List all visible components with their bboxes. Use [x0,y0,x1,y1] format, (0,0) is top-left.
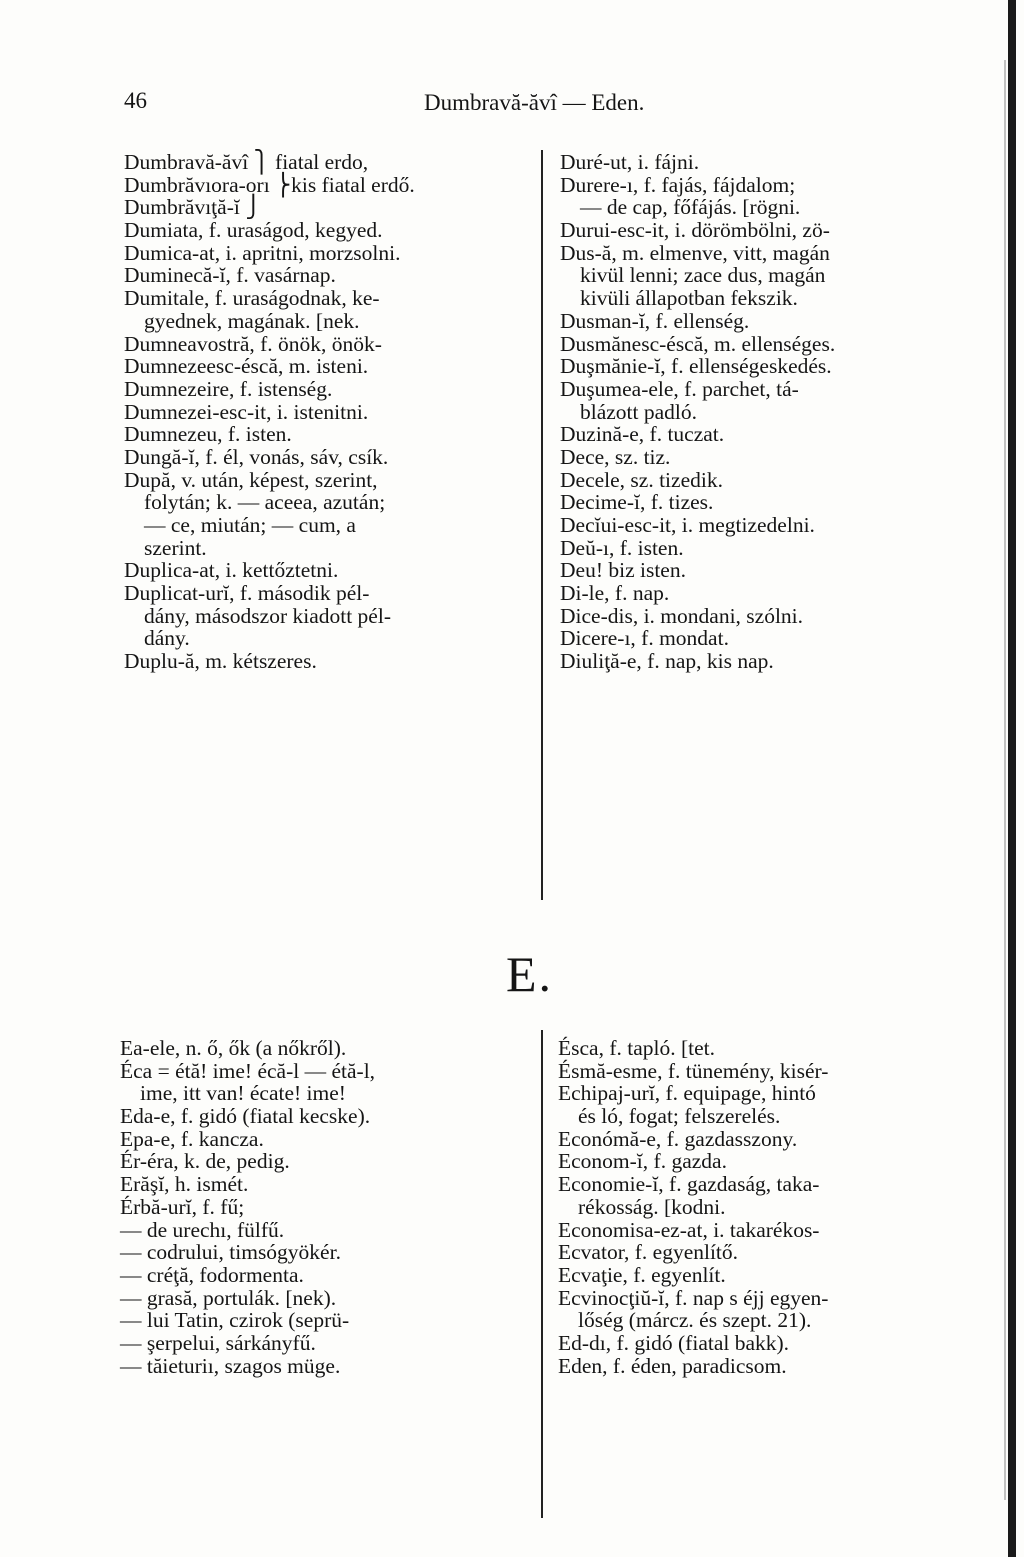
entry-line: Dumnezei-esc-it, i. istenitni. [124,399,369,424]
entry-line: kivüli állapotban fekszik. [580,286,798,311]
entry-line: Durere-ı, f. fajás, fájdalom; [560,172,796,197]
entry-line: blázott padló. [580,399,698,424]
entry-line: kivül lenni; zace dus, magán [580,263,826,288]
entry-line: lőség (márcz. és szept. 21). [578,1308,812,1333]
entry-line: Deu! biz isten. [560,558,686,583]
entry-line: folytán; k. — aceea, azután; [144,490,386,515]
entry-line: Erăşĭ, h. ismét. [120,1172,249,1197]
entry-line: Ésca, f. tapló. [tet. [558,1036,716,1060]
entry-line: Dicere-ı, f. mondat. [560,626,729,651]
entry-line: Duşumea-ele, f. parchet, tá- [560,376,799,401]
entry-line: Dumbrăvıora-orı ⎬kis fiatal erdő. [124,172,415,197]
column-divider [541,1030,543,1518]
entry-line: Economie-ĭ, f. gazdaság, taka- [558,1172,820,1197]
entry-line: gyednek, magának. [nek. [144,308,360,333]
entry-line: Econom-ĭ, f. gazda. [558,1149,727,1174]
left-column-bottom [120,1037,532,1377]
page-header [124,88,744,128]
entry-line: Dusman-ĭ, f. ellenség. [560,308,750,333]
entry-line: — de cap, főfájás. [rögni. [580,195,801,220]
entry-line: dány. [144,626,190,651]
entry-line: Diuliţă-e, f. nap, kis nap. [560,649,774,674]
entry-line: Ésmă-esme, f. tünemény, kisér- [558,1058,829,1083]
entry-line: Eden, f. éden, paradicsom. [558,1353,787,1378]
entry-line: Duminecă-ĭ, f. vasárnap. [124,263,336,288]
entry-line: Di-le, f. nap. [560,581,670,606]
entry-line: Decime-ĭ, f. tizes. [560,490,714,515]
entry-line: Dumitale, f. uraságodnak, ke- [124,286,380,311]
entry-line: Decele, sz. tizedik. [560,467,723,492]
entry-line: ime, itt van! écate! ime! [140,1081,346,1106]
entry-line: — grasă, portulák. [nek). [120,1285,337,1310]
left-column-top [124,151,530,673]
entry-line: — créţă, fodormenta. [120,1262,304,1287]
entry-line: Economisa-ez-at, i. takarékos- [558,1217,820,1242]
entry-line: rékosság. [kodni. [578,1194,726,1219]
entry-line: — ce, miután; — cum, a [144,513,356,537]
entry-line: és ló, fogat; felszerelés. [578,1104,781,1129]
entry-line: Dumnezeesc-éscă, m. isteni. [124,354,369,379]
page-number: 46 [124,88,147,113]
entry-line: — lui Tatin, czirok (seprü- [120,1308,350,1333]
entry-line: Ecvaţie, f. egyenlít. [558,1262,726,1287]
entry-line: dány, másodszor kiadott pél- [144,603,391,628]
entry-line: Érbă-urĭ, f. fű; [120,1194,245,1219]
entry-line: Dece, sz. tiz. [560,444,671,469]
section-heading: E. [506,946,554,1002]
column-divider [541,150,543,900]
entry-line: Dungă-ĭ, f. él, vonás, sáv, csík. [124,444,389,469]
entry-line: Ed-dı, f. gidó (fiatal bakk). [558,1330,790,1355]
entry-line: Dus-ă, m. elmenve, vitt, magán [560,240,830,265]
entry-line: Epa-e, f. kancza. [120,1126,264,1151]
entry-line: — tăieturiı, szagos müge. [120,1353,341,1378]
entry-line: Durui-esc-it, i. dörömbölni, zö- [560,218,830,243]
entry-line: szerint. [144,535,207,560]
entry-line: Éca = étă! ime! écă-l — étă-l, [120,1058,376,1083]
right-column-bottom [558,1037,978,1377]
entry-line: Duzină-e, f. tuczat. [560,422,725,447]
entry-line: Dumbrăvıţă-ĭ ⎭ [124,195,262,220]
entry-line: Dice-dis, i. mondani, szólni. [560,603,804,628]
entry-line: Dusmănesc-éscă, m. ellenséges. [560,331,836,356]
entry-line: Deŭ-ı, f. isten. [560,535,684,560]
entry-line: Ecvinocţiŭ-ĭ, f. nap s éjj egyen- [558,1285,829,1310]
entry-line: Ér-éra, k. de, pedig. [120,1149,290,1174]
entry-line: — de urechı, fülfű. [120,1217,285,1242]
entry-line: După, v. után, képest, szerint, [124,467,378,492]
entry-line: — şerpelui, sárkányfű. [120,1330,316,1355]
entry-line: Duplica-at, i. kettőztetni. [124,558,339,583]
entry-line: Duşmănie-ĭ, f. ellenségeskedés. [560,354,832,379]
running-head: Dumbravă-ăvî — Eden. [424,90,645,115]
entry-line: Ea-ele, n. ő, ők (a nőkről). [120,1036,347,1060]
entry-line: Dumbravă-ăvî ⎫ fiatal erdo, [124,150,369,174]
entry-line: Eda-e, f. gidó (fiatal kecske). [120,1104,371,1129]
entry-line: Dumica-at, i. apritni, morzsolni. [124,240,401,265]
entry-line: Económă-e, f. gazdasszony. [558,1126,798,1151]
entry-line: Echipaj-urĭ, f. equipage, hintó [558,1081,816,1106]
right-column-top [560,151,980,673]
entry-line: — codrului, timsógyökér. [120,1240,341,1265]
entry-line: Duré-ut, i. fájni. [560,150,700,174]
entry-line: Duplu-ă, m. kétszeres. [124,649,317,674]
entry-line: Decĭui-esc-it, i. megtizedelni. [560,513,815,537]
entry-line: Dumnezeu, f. isten. [124,422,292,447]
entry-line: Ecvator, f. egyenlítő. [558,1240,739,1265]
entry-line: Dumneavostră, f. önök, önök- [124,331,382,356]
page-edge-shadow [1008,0,1016,1557]
entry-line: Duplicat-urĭ, f. második pél- [124,581,370,606]
page-edge-line [1004,60,1006,1500]
entry-line: Dumiata, f. uraságod, kegyed. [124,218,383,243]
entry-line: Dumnezeire, f. istenség. [124,376,333,401]
